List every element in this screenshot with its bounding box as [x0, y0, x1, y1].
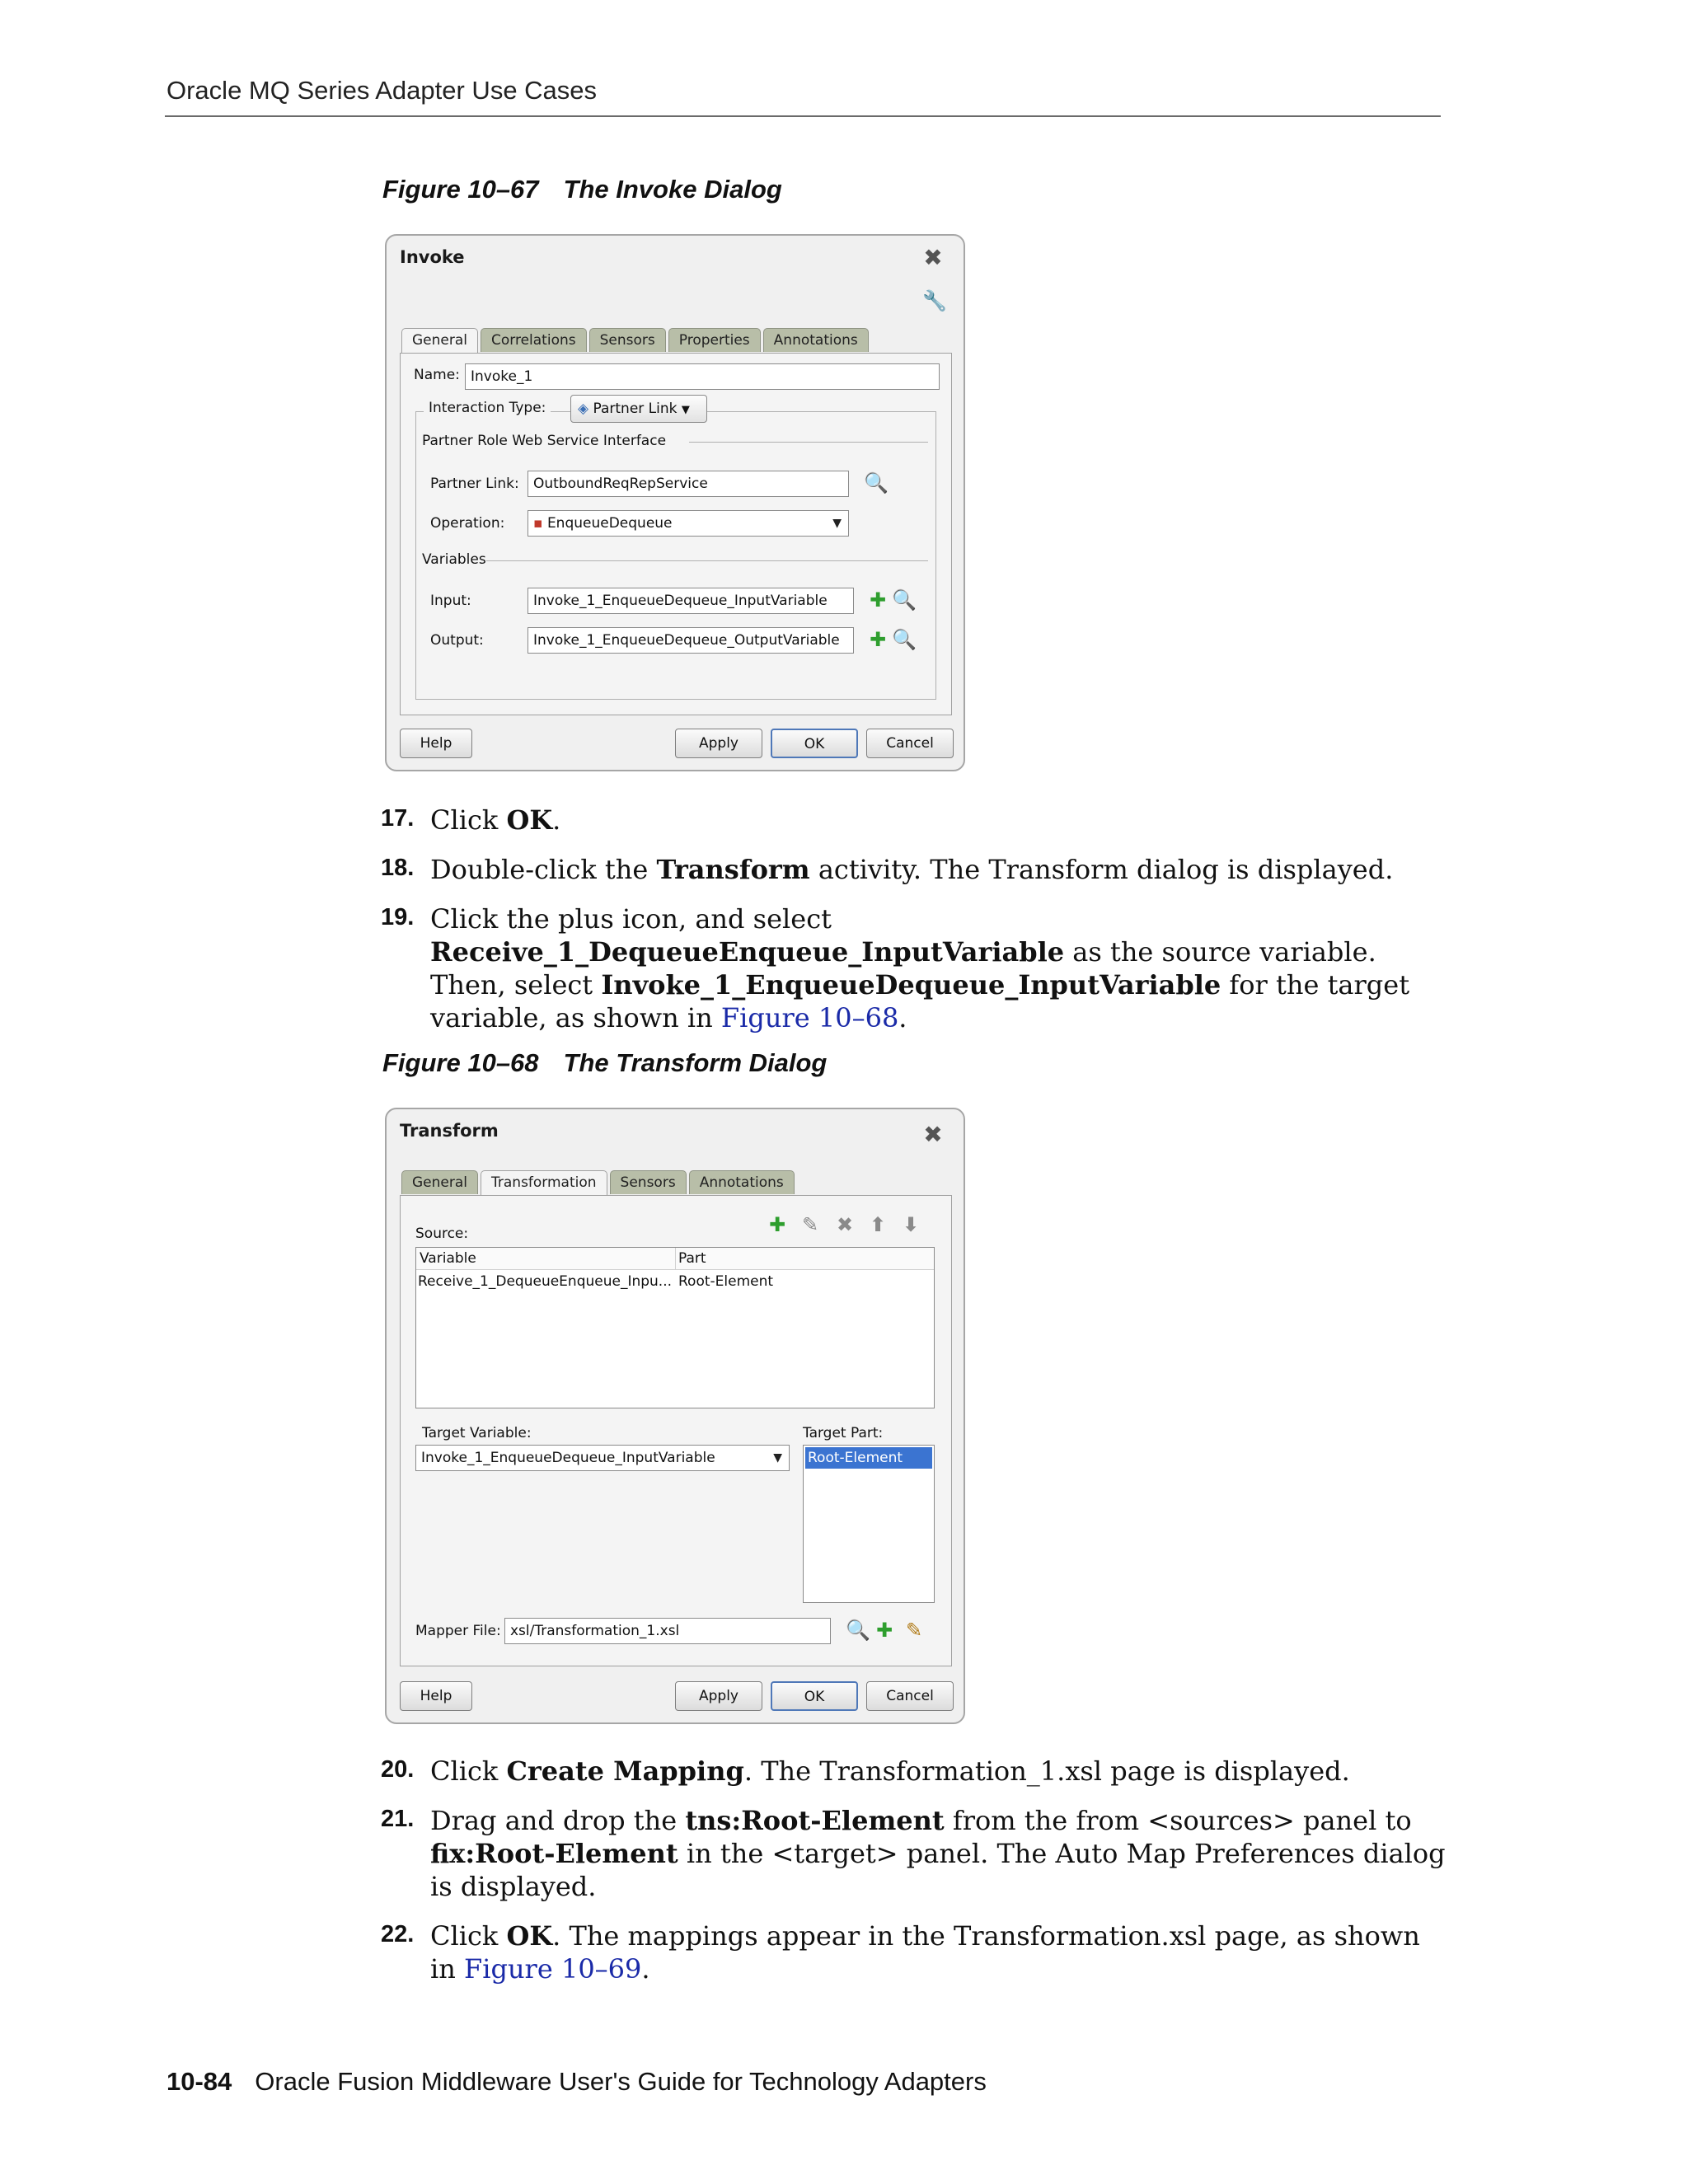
operation-value: EnqueueDequeue: [546, 515, 673, 532]
text-run: activity. The Transform dialog is displayed.: [809, 854, 1394, 885]
text-run: Click: [430, 1755, 507, 1787]
ok-button[interactable]: OK: [771, 1681, 858, 1711]
text-run: Click: [430, 1920, 507, 1952]
figure-title: The Invoke Dialog: [563, 175, 782, 204]
operation-icon: ▪: [533, 515, 543, 532]
interface-divider: [689, 442, 928, 443]
tab-annotations[interactable]: Annotations: [763, 328, 869, 352]
text-run: Click the plus icon, and select: [430, 903, 832, 935]
bold-run: OK: [506, 1920, 553, 1952]
book-title: Oracle Fusion Middleware User's Guide for Technology Adapters: [255, 2067, 987, 2096]
variables-label: Variables: [422, 551, 486, 568]
add-icon[interactable]: ✚: [869, 628, 887, 651]
input-label: Input:: [430, 593, 471, 609]
step-text: [430, 853, 1452, 886]
tab-general[interactable]: General: [401, 1170, 478, 1194]
interaction-type-label: Interaction Type:: [424, 400, 551, 416]
general-panel: [400, 353, 952, 715]
text-run: Drag and drop the: [430, 1805, 686, 1836]
source-label: Source:: [415, 1226, 469, 1242]
target-variable-label: Target Variable:: [422, 1425, 532, 1441]
figure-caption-invoke: [382, 175, 782, 204]
mapper-file-field[interactable]: xsl/Transformation_1.xsl: [504, 1618, 831, 1644]
source-table: [415, 1247, 935, 1408]
bold-run: Create Mapping: [506, 1755, 744, 1787]
operation-label: Operation:: [430, 515, 505, 532]
target-part-selected[interactable]: Root-Element: [805, 1447, 932, 1469]
invoke-dialog: [385, 234, 965, 771]
page-number: 10-84: [166, 2067, 232, 2096]
dialog-title: Invoke: [400, 247, 465, 267]
variables-divider: [486, 560, 928, 561]
delete-icon[interactable]: ✖: [836, 1213, 854, 1236]
table-header: [416, 1248, 934, 1270]
apply-button[interactable]: Apply: [675, 729, 762, 758]
partner-link-icon: ◈: [578, 401, 589, 417]
wrench-icon[interactable]: 🔧: [922, 289, 947, 312]
figure-title: The Transform Dialog: [563, 1048, 828, 1077]
chevron-down-icon: ▼: [773, 1451, 782, 1465]
tab-sensors[interactable]: Sensors: [589, 328, 666, 352]
ok-button[interactable]: OK: [771, 729, 858, 758]
partner-link-field[interactable]: OutboundReqRepService: [528, 471, 849, 497]
transformation-panel: [400, 1195, 952, 1666]
name-label: Name:: [414, 367, 460, 383]
apply-button[interactable]: Apply: [675, 1681, 762, 1711]
help-button[interactable]: Help: [400, 1681, 472, 1711]
partner-link-label: Partner Link:: [430, 476, 519, 492]
cancel-button[interactable]: Cancel: [866, 729, 954, 758]
figure-link[interactable]: Figure 10–68: [720, 1002, 899, 1033]
input-variable-field[interactable]: Invoke_1_EnqueueDequeue_InputVariable: [528, 588, 854, 614]
search-icon[interactable]: 🔍: [864, 471, 889, 494]
output-variable-field[interactable]: Invoke_1_EnqueueDequeue_OutputVariable: [528, 627, 854, 654]
target-variable-value: Invoke_1_EnqueueDequeue_InputVariable: [421, 1450, 715, 1466]
tab-transformation[interactable]: Transformation: [481, 1170, 607, 1197]
edit-icon[interactable]: ✎: [801, 1213, 819, 1236]
interaction-type-dropdown[interactable]: [570, 395, 707, 423]
bold-run: Invoke_1_EnqueueDequeue_InputVariable: [601, 969, 1221, 1001]
add-icon[interactable]: ✚: [875, 1619, 893, 1642]
column-header-variable[interactable]: Variable: [420, 1250, 476, 1267]
figure-number: Figure 10–68: [382, 1048, 539, 1077]
step-number: 18.: [381, 855, 415, 881]
move-up-icon[interactable]: ⬆: [869, 1213, 887, 1236]
step-number: 20.: [381, 1756, 415, 1783]
cancel-button[interactable]: Cancel: [866, 1681, 954, 1711]
column-divider: [675, 1248, 676, 1269]
chevron-down-icon: ▼: [681, 404, 690, 416]
text-run: from the from <sources> panel to: [944, 1805, 1412, 1836]
target-part-label: Target Part:: [803, 1425, 884, 1441]
pencil-icon[interactable]: ✎: [905, 1619, 923, 1642]
step-number: 21.: [381, 1806, 415, 1832]
text-run: . The Transformation_1.xsl page is displayed.: [743, 1755, 1350, 1787]
interaction-group: [415, 411, 936, 700]
interface-group-label: Partner Role Web Service Interface: [422, 433, 667, 449]
bold-run: Transform: [656, 854, 810, 885]
transform-dialog: [385, 1108, 965, 1724]
text-run: . The mappings appear in the Transformation.xsl page, as shown in: [430, 1920, 1420, 1985]
text-run: for the target variable, as shown in: [430, 969, 1410, 1033]
step-number: 19.: [381, 904, 415, 930]
text-run: .: [552, 804, 561, 836]
name-field[interactable]: Invoke_1: [465, 363, 940, 390]
step-number: 17.: [381, 805, 415, 832]
tab-bar: [401, 328, 871, 353]
interaction-type-value: Partner Link: [593, 401, 678, 417]
text-run: in the <target> panel. The Auto Map Preferences dialog is displayed.: [430, 1838, 1446, 1902]
close-icon[interactable]: ✖: [923, 1121, 943, 1148]
target-variable-dropdown[interactable]: [415, 1445, 790, 1471]
text-run: .: [898, 1002, 907, 1033]
figure-link[interactable]: Figure 10–69: [464, 1953, 642, 1985]
tab-sensors[interactable]: Sensors: [610, 1170, 687, 1194]
chevron-down-icon: ▼: [832, 517, 842, 530]
mapper-file-label: Mapper File:: [415, 1623, 501, 1639]
step-number: 22.: [381, 1921, 415, 1947]
text-run: as the source variable. Then, select: [430, 936, 1376, 1001]
bold-run: tns:Root-Element: [685, 1805, 945, 1836]
part-cell: Root-Element: [678, 1273, 774, 1290]
add-icon[interactable]: ✚: [869, 588, 887, 612]
bold-run: OK: [506, 804, 553, 836]
bold-run: Receive_1_DequeueEnqueue_InputVariable: [430, 936, 1065, 968]
close-icon[interactable]: ✖: [923, 244, 943, 271]
tab-bar: [401, 1170, 797, 1195]
table-row[interactable]: [416, 1271, 934, 1292]
step-text: [430, 902, 1452, 1034]
output-label: Output:: [430, 632, 484, 649]
step-text: [430, 1755, 1452, 1788]
help-button[interactable]: Help: [400, 729, 472, 758]
header-rule: [165, 115, 1441, 117]
page-footer: [166, 2067, 987, 2097]
step-text: [430, 804, 1452, 837]
step-text: [430, 1804, 1452, 1903]
figure-number: Figure 10–67: [382, 175, 539, 204]
search-icon[interactable]: 🔍: [846, 1619, 870, 1642]
figure-caption-transform: [382, 1048, 827, 1078]
operation-dropdown[interactable]: [528, 510, 849, 537]
text-run: Click: [430, 804, 507, 836]
tab-general[interactable]: General: [401, 328, 478, 354]
tab-correlations[interactable]: Correlations: [481, 328, 587, 352]
text-run: .: [641, 1953, 650, 1985]
step-text: [430, 1919, 1452, 1985]
search-icon[interactable]: 🔍: [892, 628, 917, 651]
tab-annotations[interactable]: Annotations: [689, 1170, 795, 1194]
add-icon[interactable]: ✚: [768, 1213, 786, 1236]
text-run: Double-click the: [430, 854, 657, 885]
dialog-title: Transform: [400, 1121, 499, 1141]
column-header-part[interactable]: Part: [678, 1250, 706, 1267]
search-icon[interactable]: 🔍: [892, 588, 917, 612]
running-header: Oracle MQ Series Adapter Use Cases: [166, 76, 598, 105]
target-part-list[interactable]: [803, 1445, 935, 1603]
variable-cell: Receive_1_DequeueEnqueue_Inpu...: [418, 1273, 673, 1290]
tab-properties[interactable]: Properties: [668, 328, 761, 352]
move-down-icon[interactable]: ⬇: [902, 1213, 920, 1236]
bold-run: fix:Root-Element: [430, 1838, 678, 1869]
